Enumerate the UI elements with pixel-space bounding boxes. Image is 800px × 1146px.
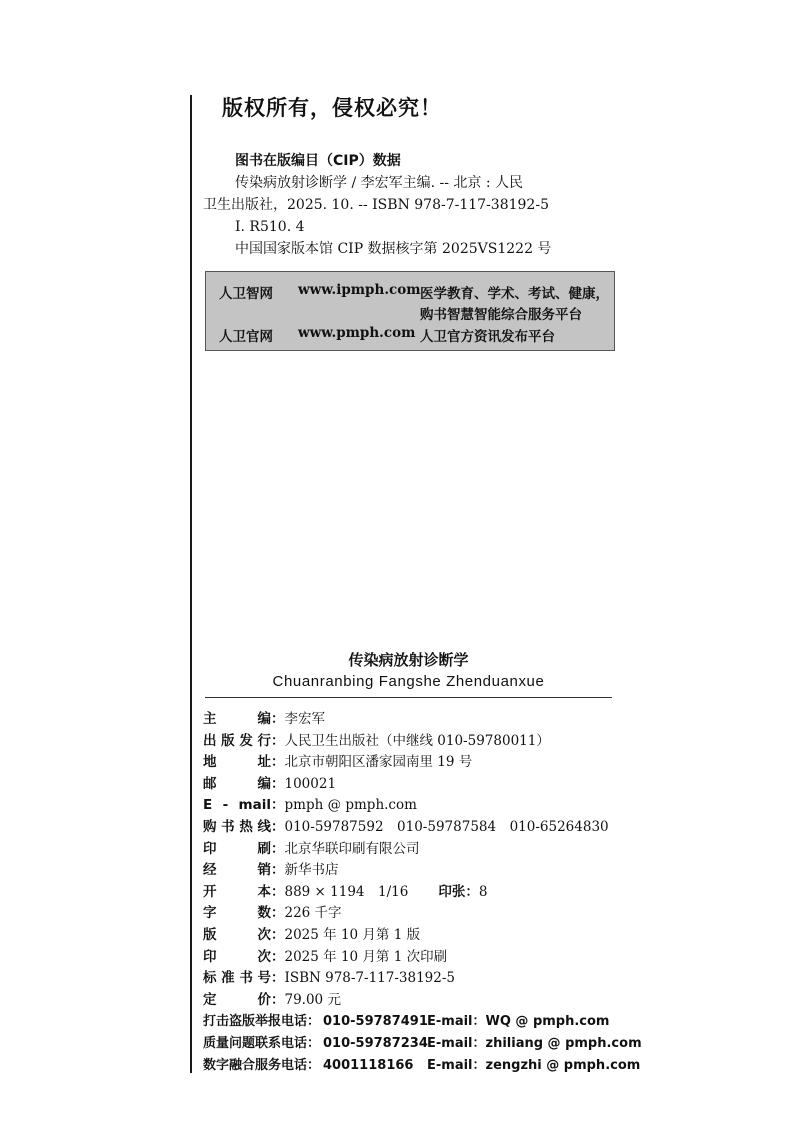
spec-value: 李宏军 <box>284 711 325 727</box>
banner-pmph-url[interactable]: www.pmph.com <box>298 325 416 341</box>
spec-value: 2025 年 10 月第 1 版 <box>284 926 421 943</box>
spec-label: 经 销 <box>203 862 271 879</box>
spec-label: 印 次 <box>203 948 271 965</box>
spec-row-publisher: 出版发行：人民卫生出版社（中继线 010-59780011） <box>203 731 623 753</box>
cip-line-1: 传染病放射诊断学 / 李宏军主编. -- 北京 : 人民 <box>235 175 524 191</box>
banner-ipmph-desc-b: 购书智慧智能综合服务平台 <box>420 307 582 323</box>
banner-ipmph-desc-a: 医学教育、学术、考试、健康， <box>420 286 609 302</box>
spec-label: E - mail <box>203 797 271 814</box>
spec-value: 226 千字 <box>284 905 342 922</box>
cip-heading: 图书在版编目（CIP）数据 <box>235 153 401 169</box>
spec-label: 购书热线 <box>203 818 271 835</box>
spec-row-hotline: 购书热线：010-59787592 010-59787584 010-65264830 <box>203 817 623 839</box>
cip-line-2: 卫生出版社，2025. 10. -- ISBN 978-7-117-38192-5 <box>203 197 549 213</box>
spec-value: 889 × 1194 1/16 <box>284 883 409 900</box>
spec-row-email: E - mail：pmph @ pmph.com <box>203 795 623 817</box>
spec-row-edition: 版 次：2025 年 10 月第 1 版 <box>203 925 623 947</box>
contact-phone: 010-59787491 <box>323 1014 428 1030</box>
spec-label: 主 编 <box>203 711 271 727</box>
margin-rule <box>190 95 192 1073</box>
spec-row-postcode: 邮 编：100021 <box>203 774 623 796</box>
cip-line-3: Ⅰ. R510. 4 <box>235 219 305 235</box>
spec-row-printer: 印 刷：北京华联印刷有限公司 <box>203 839 623 861</box>
book-pinyin: Chuanranbing Fangshe Zhenduanxue <box>272 673 545 690</box>
spec-value: 79.00 元 <box>284 991 341 1008</box>
spec-row-isbn: 标准书号：ISBN 978-7-117-38192-5 <box>203 968 623 990</box>
title-divider <box>205 697 612 698</box>
contact-phone: 010-59787234 <box>323 1035 428 1051</box>
spec-label: 地 址 <box>203 754 271 771</box>
spec-label: 开 本 <box>203 883 271 900</box>
spec-value: 010-59787592 010-59787584 010-65264830 <box>284 818 609 835</box>
spec-label: 印 刷 <box>203 840 271 857</box>
spec-label: 出版发行 <box>203 732 271 749</box>
platform-banner <box>205 271 615 351</box>
spec-row-editor: 主 编：李宏军 <box>203 709 623 731</box>
publication-specs <box>203 709 642 1076</box>
contact-row-digital <box>203 1055 641 1077</box>
spec-label: 标准书号 <box>203 970 271 987</box>
spec-value: 北京市朝阳区潘家园南里 19 号 <box>284 754 473 771</box>
spec-row-address: 地 址：北京市朝阳区潘家园南里 19 号 <box>203 752 623 774</box>
sheets-value: 8 <box>478 883 488 900</box>
contact-email[interactable]: E-mail：zengzhi @ pmph.com <box>427 1057 641 1073</box>
contact-label: 数字融合服务电话： <box>203 1057 321 1073</box>
spec-row-word-count: 字 数：226 千字 <box>203 903 623 925</box>
spec-row-printing: 印 次：2025 年 10 月第 1 次印刷 <box>203 947 623 969</box>
spec-value: 人民卫生出版社（中继线 010-59780011） <box>284 732 550 749</box>
contact-row-quality <box>203 1033 642 1055</box>
book-title: 传染病放射诊断学 <box>348 651 469 669</box>
contact-phone: 4001118166 <box>323 1057 414 1073</box>
spec-row-format: 开 本：889 × 1194 1/16 印张：8 <box>203 882 623 904</box>
contact-email[interactable]: E-mail：WQ @ pmph.com <box>427 1014 610 1030</box>
contact-row-piracy <box>203 1011 623 1033</box>
book-title-block <box>205 650 612 690</box>
banner-pmph-desc: 人卫官方资讯发布平台 <box>420 329 555 345</box>
banner-ipmph-url[interactable]: www.ipmph.com <box>298 282 421 298</box>
banner-pmph-name: 人卫官网 <box>219 329 273 345</box>
sheets-label: 印张 <box>438 883 466 900</box>
spec-label: 字 数 <box>203 905 271 922</box>
contact-email[interactable]: E-mail：zhiliang @ pmph.com <box>427 1035 642 1051</box>
cip-line-4: 中国国家版本馆 CIP 数据核字第 2025VS1222 号 <box>235 241 552 257</box>
spec-row-price: 定 价：79.00 元 <box>203 990 623 1012</box>
spec-value: 北京华联印刷有限公司 <box>284 840 420 857</box>
banner-ipmph-name: 人卫智网 <box>219 286 273 302</box>
copyright-notice: 版权所有，侵权必究！ <box>222 96 442 120</box>
spec-row-distributor: 经 销：新华书店 <box>203 860 623 882</box>
spec-value: 100021 <box>284 775 337 792</box>
spec-value: ISBN 978-7-117-38192-5 <box>284 970 456 987</box>
contact-label: 打击盗版举报电话： <box>203 1014 321 1030</box>
spec-label: 版 次 <box>203 926 271 943</box>
spec-value: 2025 年 10 月第 1 次印刷 <box>284 948 448 965</box>
contact-label: 质量问题联系电话： <box>203 1035 321 1051</box>
spec-value: 新华书店 <box>284 862 339 879</box>
cip-block <box>203 150 603 260</box>
spec-value[interactable]: pmph @ pmph.com <box>284 797 417 814</box>
spec-label: 邮 编 <box>203 775 271 792</box>
spec-label: 定 价 <box>203 991 271 1008</box>
